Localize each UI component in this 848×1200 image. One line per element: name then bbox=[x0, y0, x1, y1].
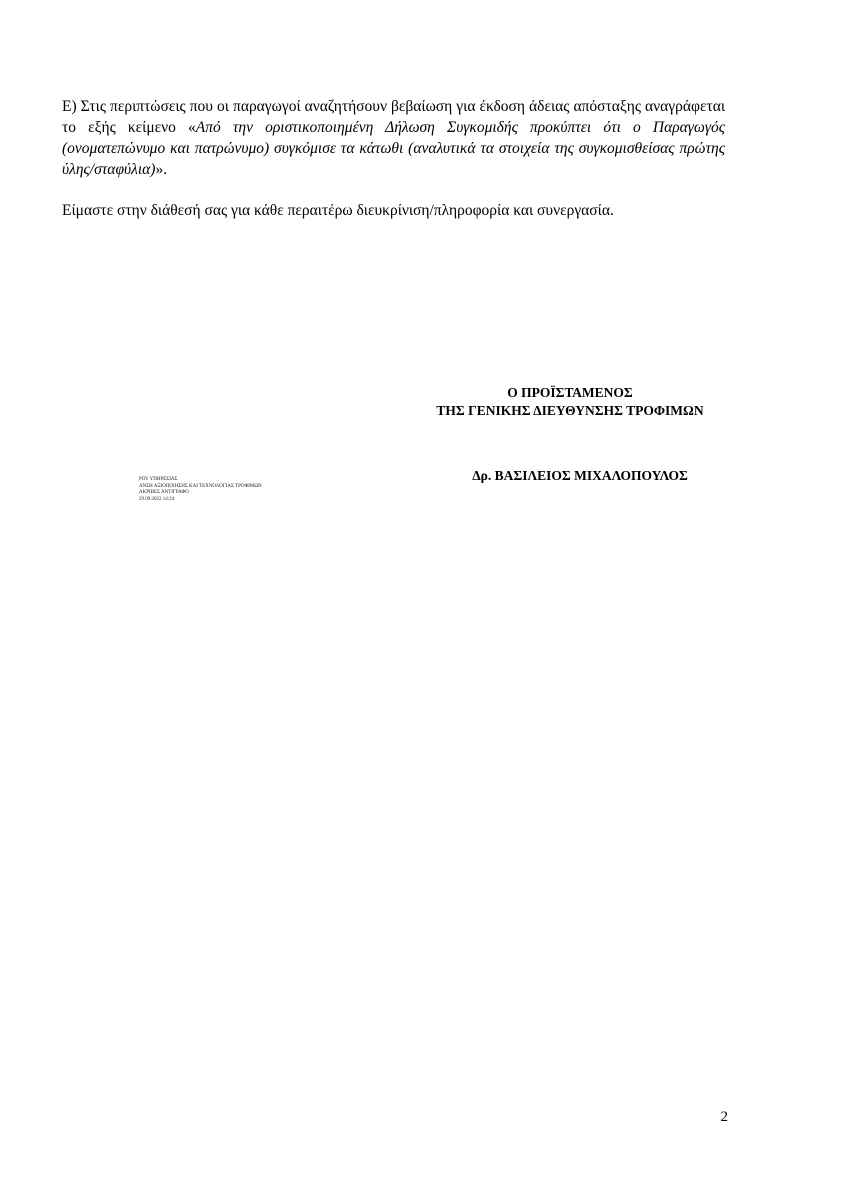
certification-stamp bbox=[139, 477, 262, 503]
signature-title-line-1: Ο ΠΡΟΪΣΤΑΜΕΝΟΣ bbox=[507, 385, 633, 400]
stamp-line-1: ΡΟΥ ΥΠΗΡΕΣΙΑΣ bbox=[139, 477, 178, 482]
closing-paragraph: Είμαστε στην διάθεσή σας για κάθε περαιτέρω διευκρίνιση/πληροφορία και συνεργασία. bbox=[62, 202, 614, 219]
stamp-line-3: ΑΚΡΙΒΕΣ ΑΝΤΙΓΡΑΦΟ bbox=[139, 490, 189, 495]
page-number: 2 bbox=[720, 1109, 728, 1125]
paragraph-e-intro: Ε) Στις περιπτώσεις που οι παραγωγοί αναζητήσουν βεβαίωση για έκδοση άδειας απόσταξης αναγράφεται το εξής κείμενο « bbox=[62, 98, 725, 136]
stamp-line-2: ΑΝΣΗ ΑΞΙΟΠΟΙΗΣΗΣ ΚΑΙ ΤΕΧΝΟΛΟΓΙΑΣ ΤΡΟΦΙΜΩΝ bbox=[139, 483, 262, 489]
signatory-name: Δρ. ΒΑΣΙΛΕΙΟΣ ΜΙΧΑΛΟΠΟΥΛΟΣ bbox=[472, 468, 688, 483]
paragraph-e bbox=[62, 96, 725, 180]
paragraph-e-quote: Από την οριστικοποιημένη Δήλωση Συγκομιδής προκύπτει ότι ο Παραγωγός (ονοματεπώνυμο και πατρώνυμο) συγκόμισε τα κάτωθι (αναλυτικά τα στοιχεία της συγκομισθείσας πρώτης ύλης/σταφύλια) bbox=[62, 119, 725, 178]
paragraph-e-outro: ». bbox=[155, 161, 168, 178]
stamp-line-4: 29.09.2022 14:24 bbox=[139, 496, 175, 502]
signature-title-line-2: ΤΗΣ ΓΕΝΙΚΗΣ ΔΙΕΥΘΥΝΣΗΣ ΤΡΟΦΙΜΩΝ bbox=[436, 403, 704, 418]
